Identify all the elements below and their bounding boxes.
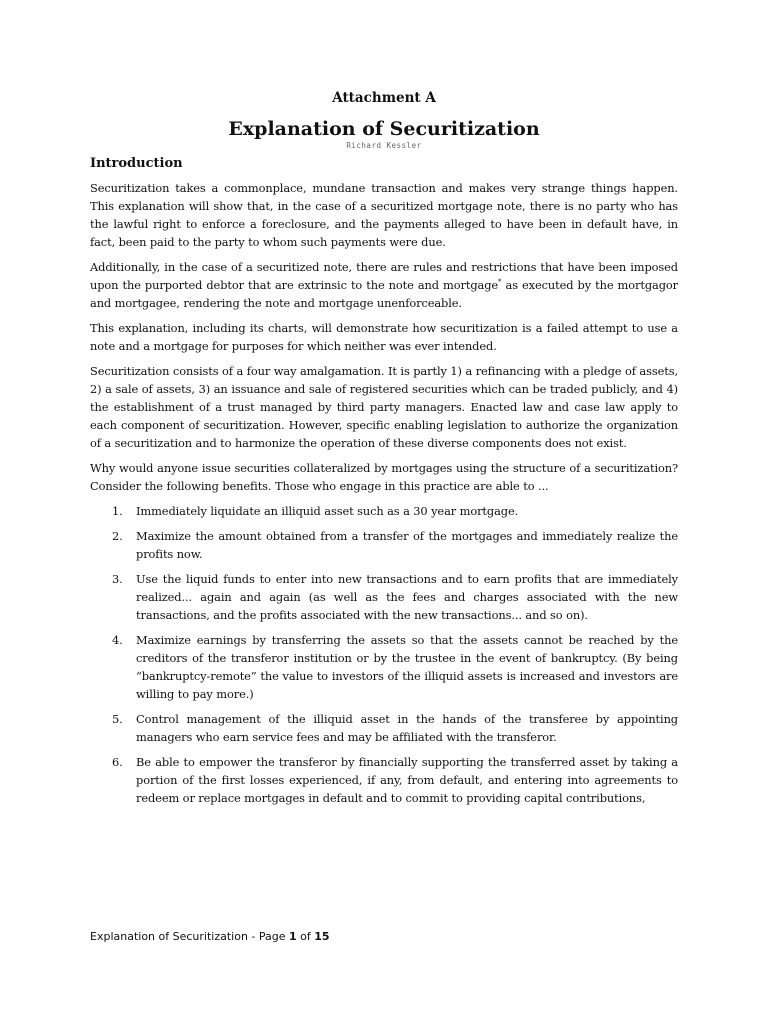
list-item-text: Maximize the amount obtained from a transfer of the mortgages and immediately realize the profits now. (136, 529, 678, 561)
list-item (90, 527, 678, 563)
list-item (90, 502, 678, 520)
footnote-mark[interactable]: * (498, 278, 502, 287)
paragraph-2-text-a: Additionally, in the case of a securitized note, there are rules and restrictions that have been imposed upon the purported debtor that are extrinsic to the note and mortgage (90, 260, 678, 292)
list-item-text: Immediately liquidate an illiquid asset such as a 30 year mortgage. (136, 504, 519, 518)
paragraph-2 (90, 258, 678, 312)
list-item-number: 5. (112, 712, 123, 726)
list-item-text: Control management of the illiquid asset in the hands of the transferee by appointing managers who earn service fees and may be affiliated with the transferor. (136, 712, 678, 744)
list-item-number: 4. (112, 633, 123, 647)
list-item-number: 1. (112, 504, 123, 518)
list-item (90, 570, 678, 624)
list-item-number: 3. (112, 572, 123, 586)
footer-of: of (296, 930, 315, 943)
paragraph-3: This explanation, including its charts, will demonstrate how securitization is a failed attempt to use a note and a mortgage for purposes for which neither was ever intended. (90, 321, 678, 353)
footer-page-total: 15 (314, 930, 330, 943)
list-item-text: Use the liquid funds to enter into new transactions and to earn profits that are immediately realized... again and again (as well as the fees and charges associated with the new transactions, and the profits associated with the new transactions... and so on). (136, 572, 678, 622)
paragraph-4: Securitization consists of a four way amalgamation. It is partly 1) a refinancing with a pledge of assets, 2) a sale of assets, 3) an issuance and sale of registered securities which can be traded publicly, and 4) the establishment of a trust managed by third party managers. Enacted law and case law apply to each component of securitization. However, specific enabling legislation to authorize the organization of a securitization and to harmonize the operation of these diverse components does not exist. (90, 364, 678, 450)
benefits-list (90, 502, 678, 807)
paragraph-1: Securitization takes a commonplace, mundane transaction and makes very strange things happen. This explanation will show that, in the case of a securitized mortgage note, there is no party who has the lawful right to enforce a foreclosure, and the payments alleged to have been in default have, in fact, been paid to the party to whom such payments were due. (90, 181, 678, 249)
attachment-label: Attachment A (332, 90, 436, 106)
paragraph-5: Why would anyone issue securities collateralized by mortgages using the structure of a securitization? Consider the following benefits. Those who engage in this practice are able to ... (90, 461, 678, 493)
list-item-number: 6. (112, 755, 123, 769)
list-item-text: Maximize earnings by transferring the assets so that the assets cannot be reached by the creditors of the transferor institution or by the trustee in the event of bankruptcy. (By being “bankruptcy-remote” the value to investors of the illiquid assets is increased and investors are willing to pay more.) (136, 633, 678, 701)
section-heading-introduction: Introduction (90, 156, 183, 171)
list-item (90, 710, 678, 746)
footer-text: Explanation of Securitization - Page (90, 930, 290, 943)
page-footer (90, 930, 330, 943)
footer-page-number: 1 (289, 930, 297, 943)
document-title: Explanation of Securitization (228, 118, 540, 140)
list-item (90, 753, 678, 807)
paragraph-2-text-b: as executed by the mortgagor and mortgagee, rendering the note and mortgage unenforceable. (90, 278, 679, 310)
list-item-text: Be able to empower the transferor by financially supporting the transferred asset by taking a portion of the first losses experienced, if any, from default, and entering into agreements to redeem or replace mortgages in default and to commit to providing capital contributions, (136, 755, 678, 805)
list-item-number: 2. (112, 529, 123, 543)
list-item (90, 631, 678, 703)
author-name: Richard Kessler (346, 141, 422, 150)
